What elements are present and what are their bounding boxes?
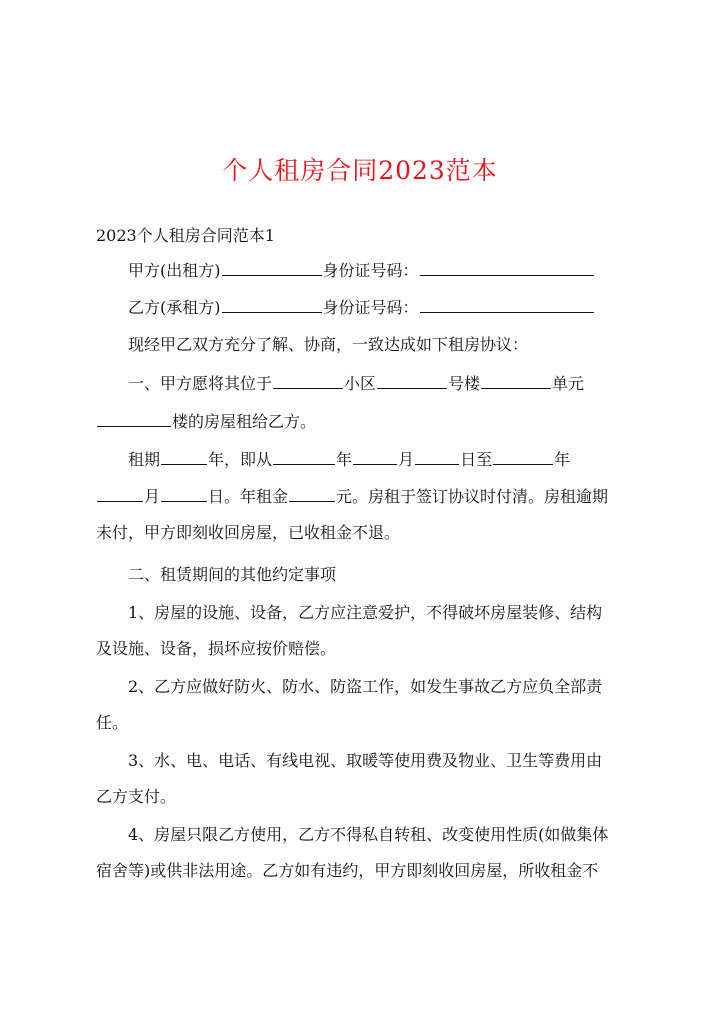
end-year-label: 年 [554, 450, 571, 469]
contract-subtitle: 2023个人租房合同范本1 [96, 226, 275, 245]
section-2-heading: 二、租赁期间的其他约定事项 [128, 565, 337, 584]
start-month-blank[interactable] [353, 448, 397, 465]
start-year-blank[interactable] [273, 448, 335, 465]
start-day-blank[interactable] [415, 448, 459, 465]
item-2-line-1: 2、乙方应做好防火、防水、防盗工作，如发生事故乙方应负全部责 [128, 677, 603, 696]
floor-suffix: 楼的房屋租给乙方。 [172, 412, 317, 431]
start-month-label: 月 [398, 450, 415, 469]
end-month-blank[interactable] [97, 485, 143, 502]
annual-rent-blank[interactable] [289, 485, 335, 502]
term-prefix: 租期 [128, 450, 161, 469]
clause-1-line-2 [96, 410, 636, 434]
item-3-line-2: 乙方支付。 [96, 787, 177, 806]
term-line-3: 未付，甲方即刻收回房屋，已收租金不退。 [96, 523, 401, 542]
party-b-line [128, 296, 636, 320]
intro-paragraph: 现经甲乙双方充分了解、协商，一致达成如下租房协议： [128, 335, 529, 354]
start-year-label: 年 [336, 450, 353, 469]
item-2-line-2: 任。 [96, 713, 129, 732]
party-a-line [128, 259, 636, 283]
term-line-2 [96, 485, 636, 509]
rent-payment-text: 元。房租于签订协议时付清。房租逾期 [336, 487, 609, 506]
item-4-line-1: 4、房屋只限乙方使用，乙方不得私自转租、改变使用性质(如做集体 [128, 825, 609, 844]
community-label: 小区 [344, 374, 377, 393]
party-a-id-blank[interactable] [420, 259, 594, 276]
party-b-label: 乙方(承租方) [128, 298, 221, 317]
party-a-name-blank[interactable] [222, 259, 322, 276]
floor-blank[interactable] [97, 410, 171, 427]
end-day-blank[interactable] [161, 485, 207, 502]
end-month-label: 月 [144, 487, 161, 506]
page-title: 个人租房合同2023范本 [222, 156, 498, 185]
clause-1-line-1 [128, 372, 636, 396]
item-3-line-1: 3、水、电、电话、有线电视、取暖等使用费及物业、卫生等费用由 [128, 751, 603, 770]
party-a-label: 甲方(出租方) [128, 261, 221, 280]
building-blank[interactable] [481, 372, 551, 389]
building-label: 号楼 [448, 374, 481, 393]
item-1-line-1: 1、房屋的设施、设备，乙方应注意爱护，不得破坏房屋装修、结构 [128, 603, 603, 622]
end-day-label: 日。年租金 [208, 487, 289, 506]
party-b-id-label: 身份证号码： [322, 298, 419, 317]
item-1-line-2: 及设施、设备，损坏应按价赔偿。 [96, 639, 337, 658]
item-4-line-2: 宿舍等)或供非法用途。乙方如有违约，甲方即刻收回房屋，所收租金不 [96, 861, 599, 880]
party-b-name-blank[interactable] [222, 296, 322, 313]
clause-1-prefix: 一、甲方愿将其位于 [128, 374, 273, 393]
term-year1-label: 年，即从 [208, 450, 273, 469]
end-year-blank[interactable] [493, 448, 553, 465]
party-b-id-blank[interactable] [420, 296, 594, 313]
party-a-id-label: 身份证号码： [322, 261, 419, 280]
location-blank[interactable] [273, 372, 343, 389]
term-line-1 [128, 448, 636, 472]
community-blank[interactable] [377, 372, 447, 389]
start-day-label: 日至 [460, 450, 493, 469]
unit-label: 单元 [552, 374, 585, 393]
term-years-blank[interactable] [161, 448, 207, 465]
